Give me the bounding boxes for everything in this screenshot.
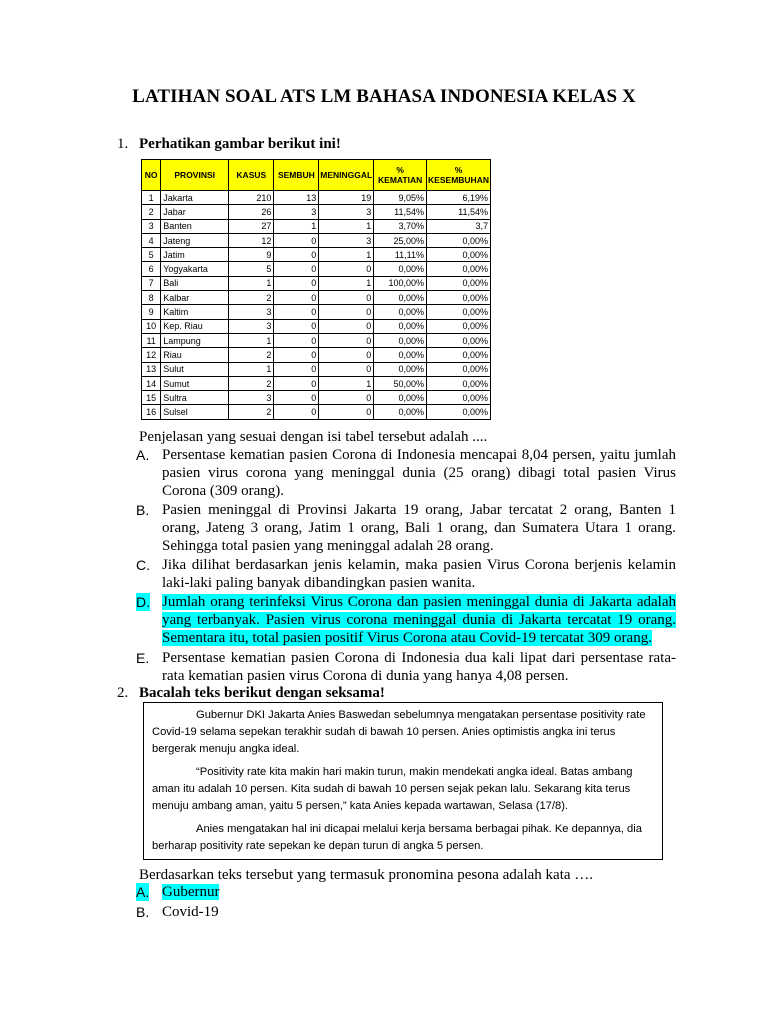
table-cell: 0,00% — [374, 319, 427, 333]
table-cell: 0 — [319, 319, 374, 333]
table-row — [142, 191, 491, 205]
option-label: B. — [136, 904, 150, 920]
table-cell: 11,54% — [374, 205, 427, 219]
option-2b[interactable] — [136, 903, 676, 921]
table-cell: Sumut — [161, 376, 229, 390]
table-header-cell: SEMBUH — [274, 160, 319, 191]
table-cell: 11,54% — [427, 205, 491, 219]
covid-table-image — [141, 159, 491, 420]
table-cell: 1 — [229, 276, 274, 290]
table-cell: 11,11% — [374, 248, 427, 262]
table-cell: 0,00% — [427, 348, 491, 362]
option-2a-correct[interactable] — [136, 883, 676, 901]
table-cell: 13 — [274, 191, 319, 205]
table-cell: 12 — [142, 348, 161, 362]
table-cell: Yogyakarta — [161, 262, 229, 276]
table-cell: 0,00% — [427, 276, 491, 290]
table-cell: 0,00% — [374, 405, 427, 419]
table-cell: 1 — [274, 219, 319, 233]
table-cell: 9,05% — [374, 191, 427, 205]
table-cell: 1 — [319, 219, 374, 233]
table-cell: 0 — [319, 362, 374, 376]
table-cell: 13 — [142, 362, 161, 376]
table-cell: 6 — [142, 262, 161, 276]
table-cell: 26 — [229, 205, 274, 219]
option-label: D. — [136, 594, 150, 610]
table-cell: 0,00% — [374, 362, 427, 376]
table-cell: 0 — [274, 333, 319, 347]
table-cell: 0,00% — [427, 405, 491, 419]
table-row — [142, 391, 491, 405]
option-text: Pasien meninggal di Provinsi Jakarta 19 orang, Jabar tercatat 2 orang, Banten 1 orang, Jateng 3 orang, Jatim 1 orang, Bali 1 orang, dan Sumatera Utara 1 orang. Sehingga total pasien yang meninggal adalah 28 orang. — [162, 502, 676, 554]
option-label: B. — [136, 502, 150, 518]
table-header-row — [142, 160, 491, 191]
table-cell: 0 — [274, 319, 319, 333]
table-cell: Jabar — [161, 205, 229, 219]
question-1-number: 1. — [117, 136, 129, 152]
table-cell: 2 — [229, 405, 274, 419]
table-cell: 0 — [274, 276, 319, 290]
table-cell: 1 — [319, 276, 374, 290]
question-2-number: 2. — [117, 685, 129, 701]
table-cell: 0 — [274, 248, 319, 262]
table-cell: Kaltim — [161, 305, 229, 319]
table-cell: 0,00% — [427, 391, 491, 405]
option-1a[interactable] — [136, 446, 676, 500]
table-cell: 3 — [229, 391, 274, 405]
covid-table — [141, 159, 491, 420]
table-row — [142, 233, 491, 247]
table-cell: 0,00% — [374, 333, 427, 347]
table-cell: Jateng — [161, 233, 229, 247]
table-cell: Bali — [161, 276, 229, 290]
table-cell: 0 — [274, 391, 319, 405]
table-cell: 3 — [319, 233, 374, 247]
table-cell: 0,00% — [374, 305, 427, 319]
table-cell: 3,7 — [427, 219, 491, 233]
table-cell: 0 — [319, 291, 374, 305]
table-cell: Kep. Riau — [161, 319, 229, 333]
table-cell: 0 — [274, 305, 319, 319]
option-text: Jika dilihat berdasarkan jenis kelamin, maka pasien Virus Corona berjenis kelamin laki-laki paling banyak dibandingkan pasien wanita. — [162, 557, 676, 591]
page-title: LATIHAN SOAL ATS LM BAHASA INDONESIA KELAS X — [132, 86, 636, 107]
table-cell: 0 — [319, 305, 374, 319]
option-1d-correct[interactable] — [136, 593, 676, 647]
table-cell: 1 — [142, 191, 161, 205]
table-header-cell: NO — [142, 160, 161, 191]
table-row — [142, 291, 491, 305]
table-cell: 16 — [142, 405, 161, 419]
option-text: Persentase kematian pasien Corona di Indonesia dua kali lipat dari persentase rata-rata kematian pasien virus Corona di dunia yang hanya 4,08 persen. — [162, 650, 676, 684]
table-row — [142, 205, 491, 219]
table-cell: 19 — [319, 191, 374, 205]
table-header-cell: PROVINSI — [161, 160, 229, 191]
table-cell: 0 — [319, 262, 374, 276]
table-row — [142, 319, 491, 333]
table-cell: 0 — [274, 376, 319, 390]
table-header-cell: KASUS — [229, 160, 274, 191]
table-cell: 0,00% — [427, 291, 491, 305]
question-1-prompt: Penjelasan yang sesuai dengan isi tabel tersebut adalah .... — [139, 429, 488, 445]
table-cell: 5 — [142, 248, 161, 262]
option-1e[interactable] — [136, 649, 676, 685]
table-cell: 0 — [319, 391, 374, 405]
table-cell: Sultra — [161, 391, 229, 405]
option-text-highlighted: Gubernur — [162, 884, 220, 900]
table-cell: 100,00% — [374, 276, 427, 290]
table-cell: Banten — [161, 219, 229, 233]
option-label: C. — [136, 557, 150, 573]
table-cell: 0,00% — [427, 319, 491, 333]
table-cell: 0 — [319, 333, 374, 347]
question-1-heading: Perhatikan gambar berikut ini! — [139, 136, 341, 152]
option-text: Persentase kematian pasien Corona di Indonesia mencapai 8,04 persen, yaitu jumlah pasien virus corona yang meninggal dunia (25 orang) dibagi total pasien Virus Corona (309 orang). — [162, 447, 676, 499]
table-cell: 15 — [142, 391, 161, 405]
reading-passage — [143, 702, 663, 860]
table-row — [142, 219, 491, 233]
table-cell: 3 — [229, 319, 274, 333]
table-cell: Lampung — [161, 333, 229, 347]
table-cell: 0 — [274, 262, 319, 276]
table-cell: 0 — [274, 348, 319, 362]
table-cell: 0,00% — [427, 376, 491, 390]
table-cell: Riau — [161, 348, 229, 362]
option-1b[interactable] — [136, 501, 676, 555]
table-cell: 0,00% — [374, 291, 427, 305]
table-cell: 6,19% — [427, 191, 491, 205]
table-cell: 50,00% — [374, 376, 427, 390]
table-cell: 2 — [142, 205, 161, 219]
table-cell: 0 — [274, 405, 319, 419]
table-cell: 9 — [229, 248, 274, 262]
table-cell: 2 — [229, 348, 274, 362]
table-row — [142, 305, 491, 319]
table-cell: 0 — [319, 348, 374, 362]
option-text-highlighted: Jumlah orang terinfeksi Virus Corona dan pasien meninggal dunia di Jakarta adalah yang terbanyak. Pasien virus corona meninggal dunia di Jakarta tercatat 19 orang. Sementara itu, total pasien positif Virus Corona atau Covid-19 tercatat 309 orang. — [162, 594, 676, 646]
table-cell: 3 — [274, 205, 319, 219]
table-cell: 0 — [274, 291, 319, 305]
table-cell: 3 — [229, 305, 274, 319]
table-row — [142, 276, 491, 290]
table-cell: 4 — [142, 233, 161, 247]
passage-paragraph-1: Gubernur DKI Jakarta Anies Baswedan sebelumnya mengatakan persentase positivity rate Covid-19 selama sepekan terakhir sudah di bawah 10 persen. Anies optimistis angka ini terus bergerak menuju angka ideal. — [152, 709, 646, 755]
table-cell: 2 — [229, 376, 274, 390]
table-cell: 0,00% — [427, 233, 491, 247]
table-cell: 3 — [142, 219, 161, 233]
table-cell: 11 — [142, 333, 161, 347]
table-cell: 27 — [229, 219, 274, 233]
passage-paragraph-2: “Positivity rate kita makin hari makin turun, makin mendekati angka ideal. Batas ambang aman itu adalah 10 persen. Kita sudah di bawah 10 persen sejak pekan lalu. Sekarang kita terus menuju ambang aman, yaitu 5 persen,” kata Anies kepada wartawan, Selasa (17/8). — [152, 766, 633, 812]
table-header-cell: % KEMATIAN — [374, 160, 427, 191]
table-cell: 2 — [229, 291, 274, 305]
passage-paragraph-3: Anies mengatakan hal ini dicapai melalui kerja bersama berbagai pihak. Ke depannya, dia berharap positivity rate sepekan ke depan turun di angka 5 persen. — [152, 823, 642, 852]
table-cell: 0 — [319, 405, 374, 419]
table-cell: 9 — [142, 305, 161, 319]
table-row — [142, 333, 491, 347]
option-label: A. — [136, 447, 150, 463]
table-cell: 5 — [229, 262, 274, 276]
table-cell: 0,00% — [374, 262, 427, 276]
table-cell: 3,70% — [374, 219, 427, 233]
table-cell: 3 — [319, 205, 374, 219]
table-header-cell: % KESEMBUHAN — [427, 160, 491, 191]
table-cell: 10 — [142, 319, 161, 333]
table-cell: 1 — [319, 248, 374, 262]
option-label: E. — [136, 650, 150, 666]
table-cell: 0,00% — [427, 333, 491, 347]
table-row — [142, 362, 491, 376]
table-cell: 25,00% — [374, 233, 427, 247]
table-row — [142, 405, 491, 419]
table-cell: Sulut — [161, 362, 229, 376]
table-cell: Jakarta — [161, 191, 229, 205]
table-cell: 12 — [229, 233, 274, 247]
table-cell: 0,00% — [427, 248, 491, 262]
table-cell: Kalbar — [161, 291, 229, 305]
table-cell: 14 — [142, 376, 161, 390]
table-cell: 0 — [274, 233, 319, 247]
table-cell: 1 — [319, 376, 374, 390]
table-row — [142, 348, 491, 362]
table-cell: 8 — [142, 291, 161, 305]
table-cell: Sulsel — [161, 405, 229, 419]
table-cell: 0 — [274, 362, 319, 376]
question-2-heading: Bacalah teks berikut dengan seksama! — [139, 685, 385, 701]
table-cell: 0,00% — [427, 262, 491, 276]
option-1c[interactable] — [136, 556, 676, 592]
table-cell: 0,00% — [374, 391, 427, 405]
table-cell: 210 — [229, 191, 274, 205]
option-text: Covid-19 — [162, 904, 219, 920]
question-2-prompt: Berdasarkan teks tersebut yang termasuk pronomina pesona adalah kata …. — [139, 867, 594, 883]
table-row — [142, 262, 491, 276]
table-row — [142, 248, 491, 262]
table-cell: 0,00% — [427, 305, 491, 319]
table-body — [142, 191, 491, 420]
table-header-cell: MENINGGAL — [319, 160, 374, 191]
table-cell: 1 — [229, 362, 274, 376]
table-cell: Jatim — [161, 248, 229, 262]
table-cell: 0,00% — [427, 362, 491, 376]
option-label: A. — [136, 884, 150, 900]
table-cell: 1 — [229, 333, 274, 347]
table-cell: 7 — [142, 276, 161, 290]
table-cell: 0,00% — [374, 348, 427, 362]
table-row — [142, 376, 491, 390]
